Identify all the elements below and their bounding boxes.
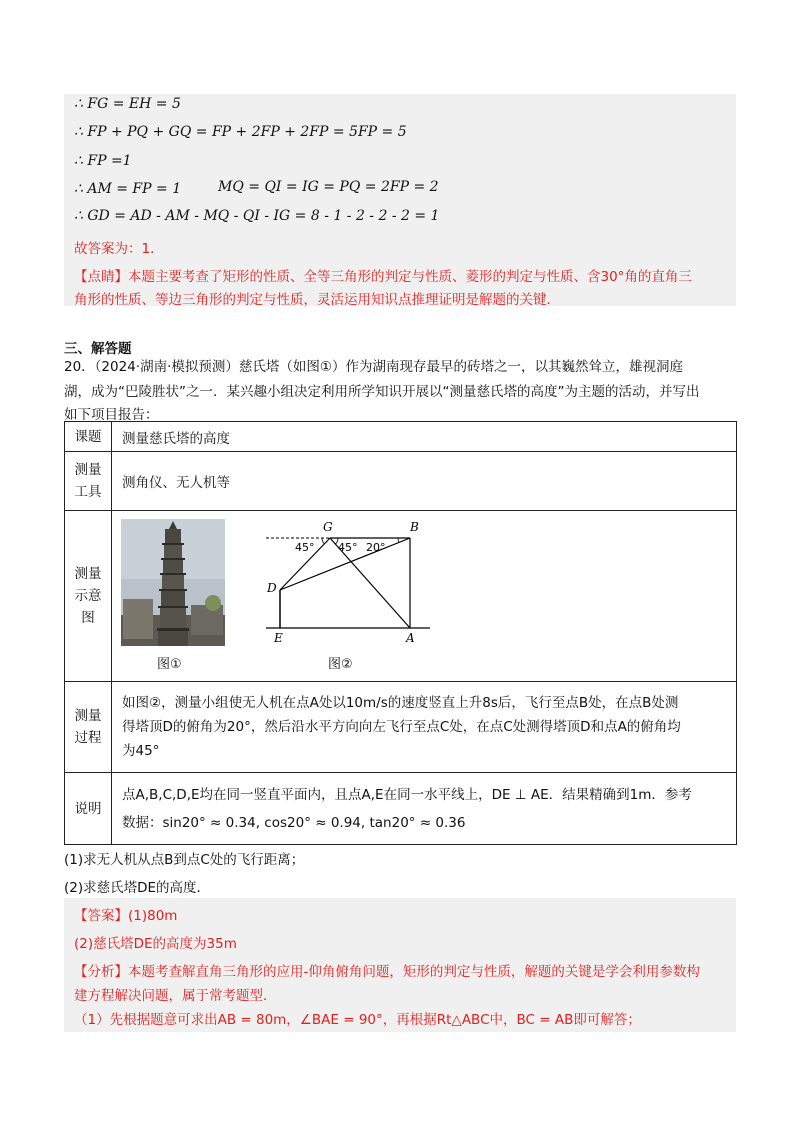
row-value-topic: 测量慈氏塔的高度 [112,422,737,452]
angle-label-3: 20° [366,541,386,554]
solution-step-1: ∴ FG = EH = 5 [74,96,181,112]
table-row [65,422,737,452]
label-a: A [406,631,415,645]
section-title: 三、解答题 [64,341,132,357]
comment-line-1: 【点睛】本题主要考查了矩形的性质、全等三角形的判定与性质、菱形的判定与性质、含30°角的直角三 [74,269,692,285]
comment-line-2: 角形的性质、等边三角形的判定与性质，灵活运用知识点推理证明是解题的关键． [74,292,560,308]
figure-2-caption: 图② [328,657,353,672]
answer-line: 故答案为：1． [74,241,164,257]
problem-line-2: 湖，成为“巴陵胜状”之一．某兴趣小组决定利用所学知识开展以“测量慈氏塔的高度”为主题的活动，并写出 [64,384,700,400]
solution-step-5: ∴ GD = AD - AM - MQ - QI - IG = 8 - 1 - 2 - 2 - 2 = 1 [74,208,440,224]
question-1: (1)求无人机从点B到点C处的飞行距离； [64,852,305,868]
tower-photo [121,519,225,646]
solution-step-4b: MQ = QI = IG = PQ = 2FP = 2 [218,179,439,195]
figure-1-caption: 图① [157,657,182,672]
label-b: B [410,520,419,534]
answer-line-2: (2)慈氏塔DE的高度为35m [74,936,237,952]
solution-step-2: ∴ FP + PQ + GQ = FP + 2FP + 2FP = 5FP = 5 [74,124,407,140]
label-e: E [274,631,283,645]
row-value-tools: 测角仪、无人机等 [112,452,737,511]
analysis-line-3: （1）先根据题意可求出AB = 80m，∠BAE = 90°，再根据Rt△ABC中，BC = AB即可解答； [74,1012,641,1028]
label-d: D [267,581,277,595]
analysis-line-2: 建方程解决问题，属于常考题型． [74,988,277,1004]
geometry-diagram [262,518,442,646]
angle-arc-left [322,538,325,544]
row-value-process: 如图②，测量小组使无人机在点A处以10m/s的速度竖直上升8s后，飞行至点B处，在点B处测 得塔顶D的俯角为20°，然后沿水平方向向左飞行至点C处，在点C处测得塔顶D和点A的俯角均 为45° [112,682,737,773]
table-row [65,682,737,773]
problem-line-3: 如下项目报告： [64,407,159,423]
row-label-topic: 课题 [65,422,112,452]
row-value-notes: 点A,B,C,D,E均在同一竖直平面内，且点A,E在同一水平线上，DE ⊥ AE．结果精确到1m．参考 数据：sin20° ≈ 0.34, cos20° ≈ 0.94, tan20° ≈ 0.36 [112,773,737,845]
answer-part-1: (1)80m [128,908,178,924]
row-label-process: 测量 过程 [65,682,112,773]
angle-label-1: 45° [295,541,315,554]
table-row [65,773,737,845]
problem-line-1: 20．（2024·湖南·模拟预测）慈氏塔（如图①）作为湖南现存最早的砖塔之一，以其巍然耸立，雄视洞庭 [64,359,683,375]
question-2: (2)求慈氏塔DE的高度． [64,880,211,896]
row-label-notes: 说明 [65,773,112,845]
solution-step-4a: ∴ AM = FP = 1 [74,181,182,197]
answer-label: 【答案】 [74,908,128,924]
solution-step-3: ∴ FP =1 [74,153,132,169]
row-label-diagram: 测量 示意 图 [65,511,112,682]
table-row [65,452,737,511]
analysis-line-1: 【分析】本题考查解直角三角形的应用-仰角俯角问题，矩形的判定与性质，解题的关键是学会利用参数构 [74,964,700,980]
answer-line-1 [74,904,177,924]
angle-label-2: 45° [338,541,358,554]
label-g: G [323,520,333,534]
row-label-tools: 测量 工具 [65,452,112,511]
